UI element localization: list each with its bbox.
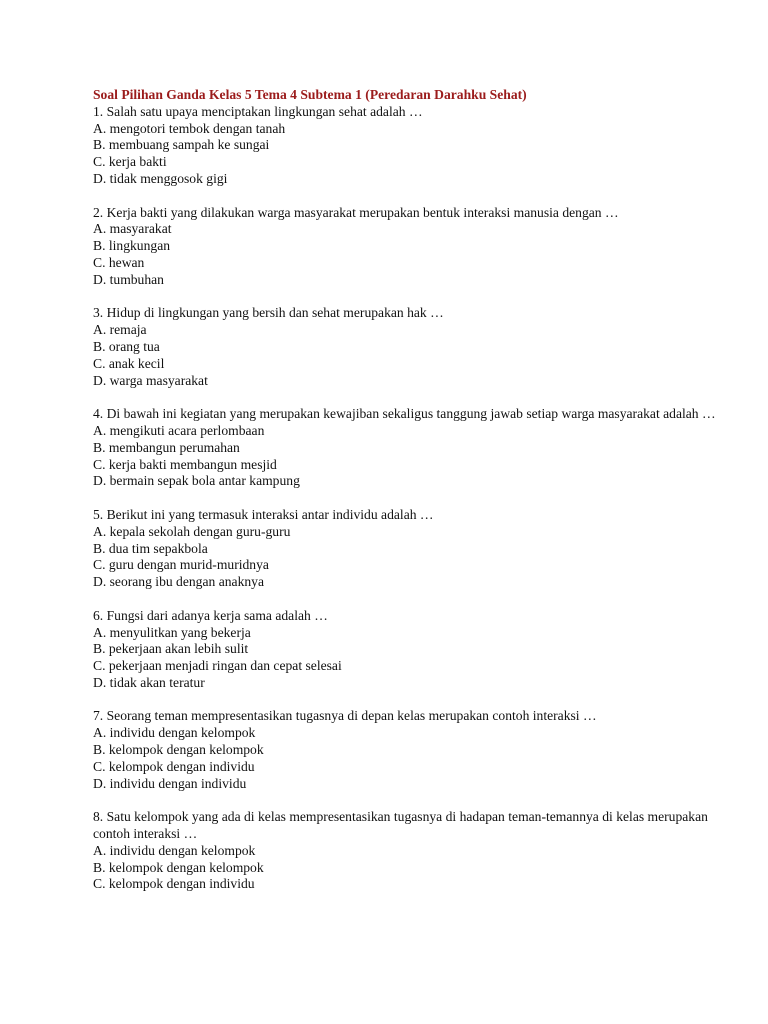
option-b: B. kelompok dengan kelompok [93, 859, 264, 875]
option-a: A. remaja [93, 322, 147, 338]
question-7 [93, 708, 733, 792]
option-c: C. kelompok dengan individu [93, 758, 255, 774]
option-d: D. tumbuhan [93, 271, 164, 287]
option-a: A. menyulitkan yang bekerja [93, 624, 251, 640]
question-text: 5. Berikut ini yang termasuk interaksi antar individu adalah … [93, 506, 434, 522]
option-b: B. kelompok dengan kelompok [93, 742, 264, 758]
question-text: 1. Salah satu upaya menciptakan lingkungan sehat adalah … [93, 103, 423, 119]
option-a: A. kepala sekolah dengan guru-guru [93, 523, 291, 539]
question-text: 4. Di bawah ini kegiatan yang merupakan kewajiban sekaligus tanggung jawab setiap warga masyarakat adalah … [93, 406, 716, 422]
option-c: C. pekerjaan menjadi ringan dan cepat selesai [93, 658, 342, 674]
question-text: 6. Fungsi dari adanya kerja sama adalah … [93, 607, 328, 623]
option-c: C. kerja bakti membangun mesjid [93, 456, 277, 472]
option-c: C. hewan [93, 254, 145, 270]
option-a: A. individu dengan kelompok [93, 725, 256, 741]
option-d: D. seorang ibu dengan anaknya [93, 574, 264, 590]
option-b: B. membangun perumahan [93, 439, 240, 455]
option-c: C. kelompok dengan individu [93, 876, 255, 892]
option-c: C. guru dengan murid-muridnya [93, 557, 269, 573]
option-a: A. individu dengan kelompok [93, 842, 256, 858]
option-b: B. pekerjaan akan lebih sulit [93, 641, 249, 657]
option-b: B. orang tua [93, 338, 160, 354]
option-d: D. bermain sepak bola antar kampung [93, 473, 300, 489]
question-text: 7. Seorang teman mempresentasikan tugasnya di depan kelas merupakan contoh interaksi … [93, 708, 597, 724]
option-a: A. mengotori tembok dengan tanah [93, 120, 286, 136]
option-a: A. mengikuti acara perlombaan [93, 422, 265, 438]
option-c: C. kerja bakti [93, 154, 167, 170]
option-d: D. individu dengan individu [93, 775, 247, 791]
question-text: 8. Satu kelompok yang ada di kelas mempresentasikan tugasnya di hadapan teman-temannya di kelas merupakan contoh interaksi … [93, 809, 708, 842]
question-8 [93, 809, 733, 893]
option-d: D. warga masyarakat [93, 372, 208, 388]
option-b: B. membuang sampah ke sungai [93, 137, 270, 153]
option-a: A. masyarakat [93, 221, 172, 237]
option-d: D. tidak akan teratur [93, 674, 205, 690]
option-b: B. dua tim sepakbola [93, 540, 208, 556]
document-page [93, 87, 733, 910]
question-3 [93, 305, 733, 389]
question-4 [93, 406, 733, 490]
question-6 [93, 608, 733, 692]
question-1 [93, 104, 733, 188]
question-5 [93, 507, 733, 591]
option-d: D. tidak menggosok gigi [93, 170, 228, 186]
question-text: 3. Hidup di lingkungan yang bersih dan sehat merupakan hak … [93, 305, 444, 321]
option-c: C. anak kecil [93, 355, 165, 371]
question-text: 2. Kerja bakti yang dilakukan warga masyarakat merupakan bentuk interaksi manusia dengan … [93, 204, 619, 220]
question-2 [93, 205, 733, 289]
option-b: B. lingkungan [93, 238, 171, 254]
document-title: Soal Pilihan Ganda Kelas 5 Tema 4 Subtema 1 (Peredaran Darahku Sehat) [93, 87, 527, 102]
